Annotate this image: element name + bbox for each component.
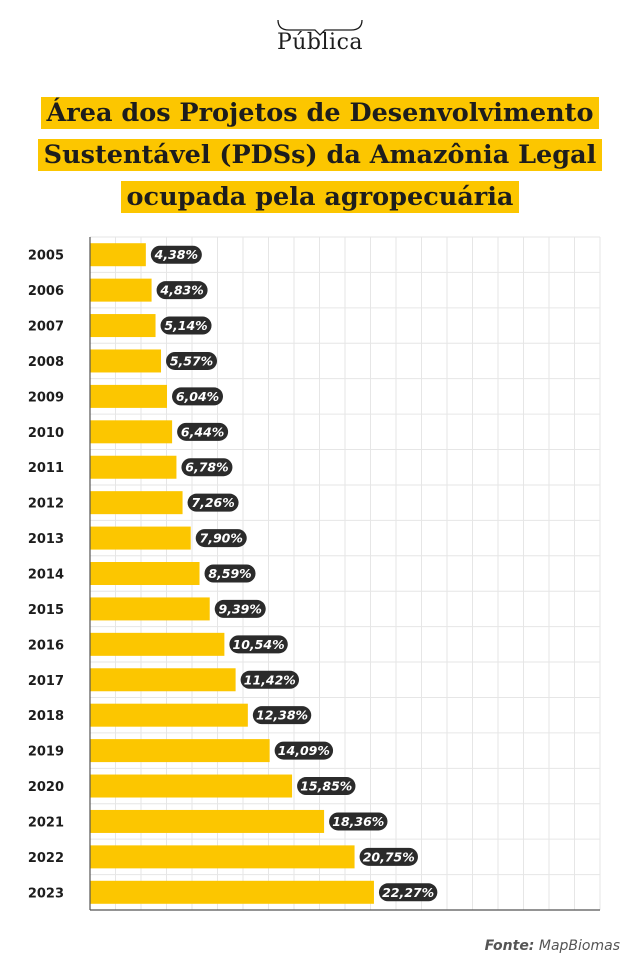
data-label: 7,26% — [191, 495, 235, 511]
bar — [90, 775, 292, 798]
bar — [90, 597, 210, 620]
category-label: 2008 — [27, 354, 64, 370]
data-label: 4,83% — [160, 282, 204, 298]
bar — [90, 349, 161, 372]
category-label: 2011 — [27, 461, 64, 477]
category-label: 2019 — [27, 744, 64, 760]
category-label: 2022 — [27, 850, 64, 866]
chart-title-line-3: ocupada pela agropecuária — [121, 181, 520, 213]
category-label: 2017 — [27, 673, 64, 689]
category-label: 2023 — [27, 886, 64, 902]
bar — [90, 279, 152, 302]
category-label: 2021 — [27, 815, 64, 831]
data-label: 5,57% — [169, 353, 214, 369]
chart-title-line-2: Sustentável (PDSs) da Amazônia Legal — [38, 139, 603, 171]
data-label: 15,85% — [300, 778, 353, 794]
data-label: 5,14% — [164, 318, 208, 334]
bar — [90, 845, 355, 868]
source-name: MapBiomas — [538, 938, 620, 954]
data-label: 6,44% — [180, 424, 225, 440]
bar — [90, 385, 167, 408]
category-label: 2016 — [27, 638, 64, 654]
data-label: 22,27% — [382, 884, 435, 900]
brand-name: Pública — [276, 30, 364, 55]
category-label: 2009 — [27, 390, 64, 406]
bar — [90, 314, 156, 337]
category-label: 2012 — [27, 496, 64, 512]
bar — [90, 633, 224, 656]
data-label: 20,75% — [362, 849, 415, 865]
bar — [90, 668, 236, 691]
bar — [90, 881, 374, 904]
category-label: 2014 — [27, 567, 64, 583]
data-label: 11,42% — [243, 672, 296, 688]
bar — [90, 456, 176, 479]
category-label: 2006 — [27, 284, 64, 300]
bar — [90, 562, 200, 585]
bar — [90, 491, 183, 514]
bar — [90, 739, 270, 762]
category-label: 2010 — [27, 425, 64, 441]
data-label: 8,59% — [208, 566, 252, 581]
bar — [90, 527, 191, 550]
data-label: 7,90% — [199, 530, 243, 546]
data-label: 9,39% — [218, 601, 262, 617]
bar — [90, 420, 172, 443]
source-note — [485, 938, 620, 954]
data-label: 18,36% — [332, 813, 385, 829]
data-label: 6,04% — [175, 388, 220, 404]
source-prefix: Fonte: — [484, 938, 535, 954]
bar — [90, 243, 146, 266]
data-label: 6,78% — [185, 459, 229, 475]
bar — [90, 810, 324, 833]
data-label: 10,54% — [232, 636, 285, 652]
data-label: 12,38% — [256, 707, 309, 723]
category-label: 2005 — [27, 248, 64, 264]
category-label: 2013 — [27, 532, 64, 548]
bar — [90, 704, 248, 727]
data-label: 4,38% — [154, 247, 199, 263]
category-label: 2018 — [27, 709, 64, 725]
category-label: 2020 — [27, 780, 64, 796]
data-label: 14,09% — [277, 743, 330, 759]
category-label: 2015 — [27, 602, 64, 618]
chart-title-line-1: Área dos Projetos de Desenvolvimento — [41, 97, 600, 129]
category-label: 2007 — [27, 319, 64, 335]
